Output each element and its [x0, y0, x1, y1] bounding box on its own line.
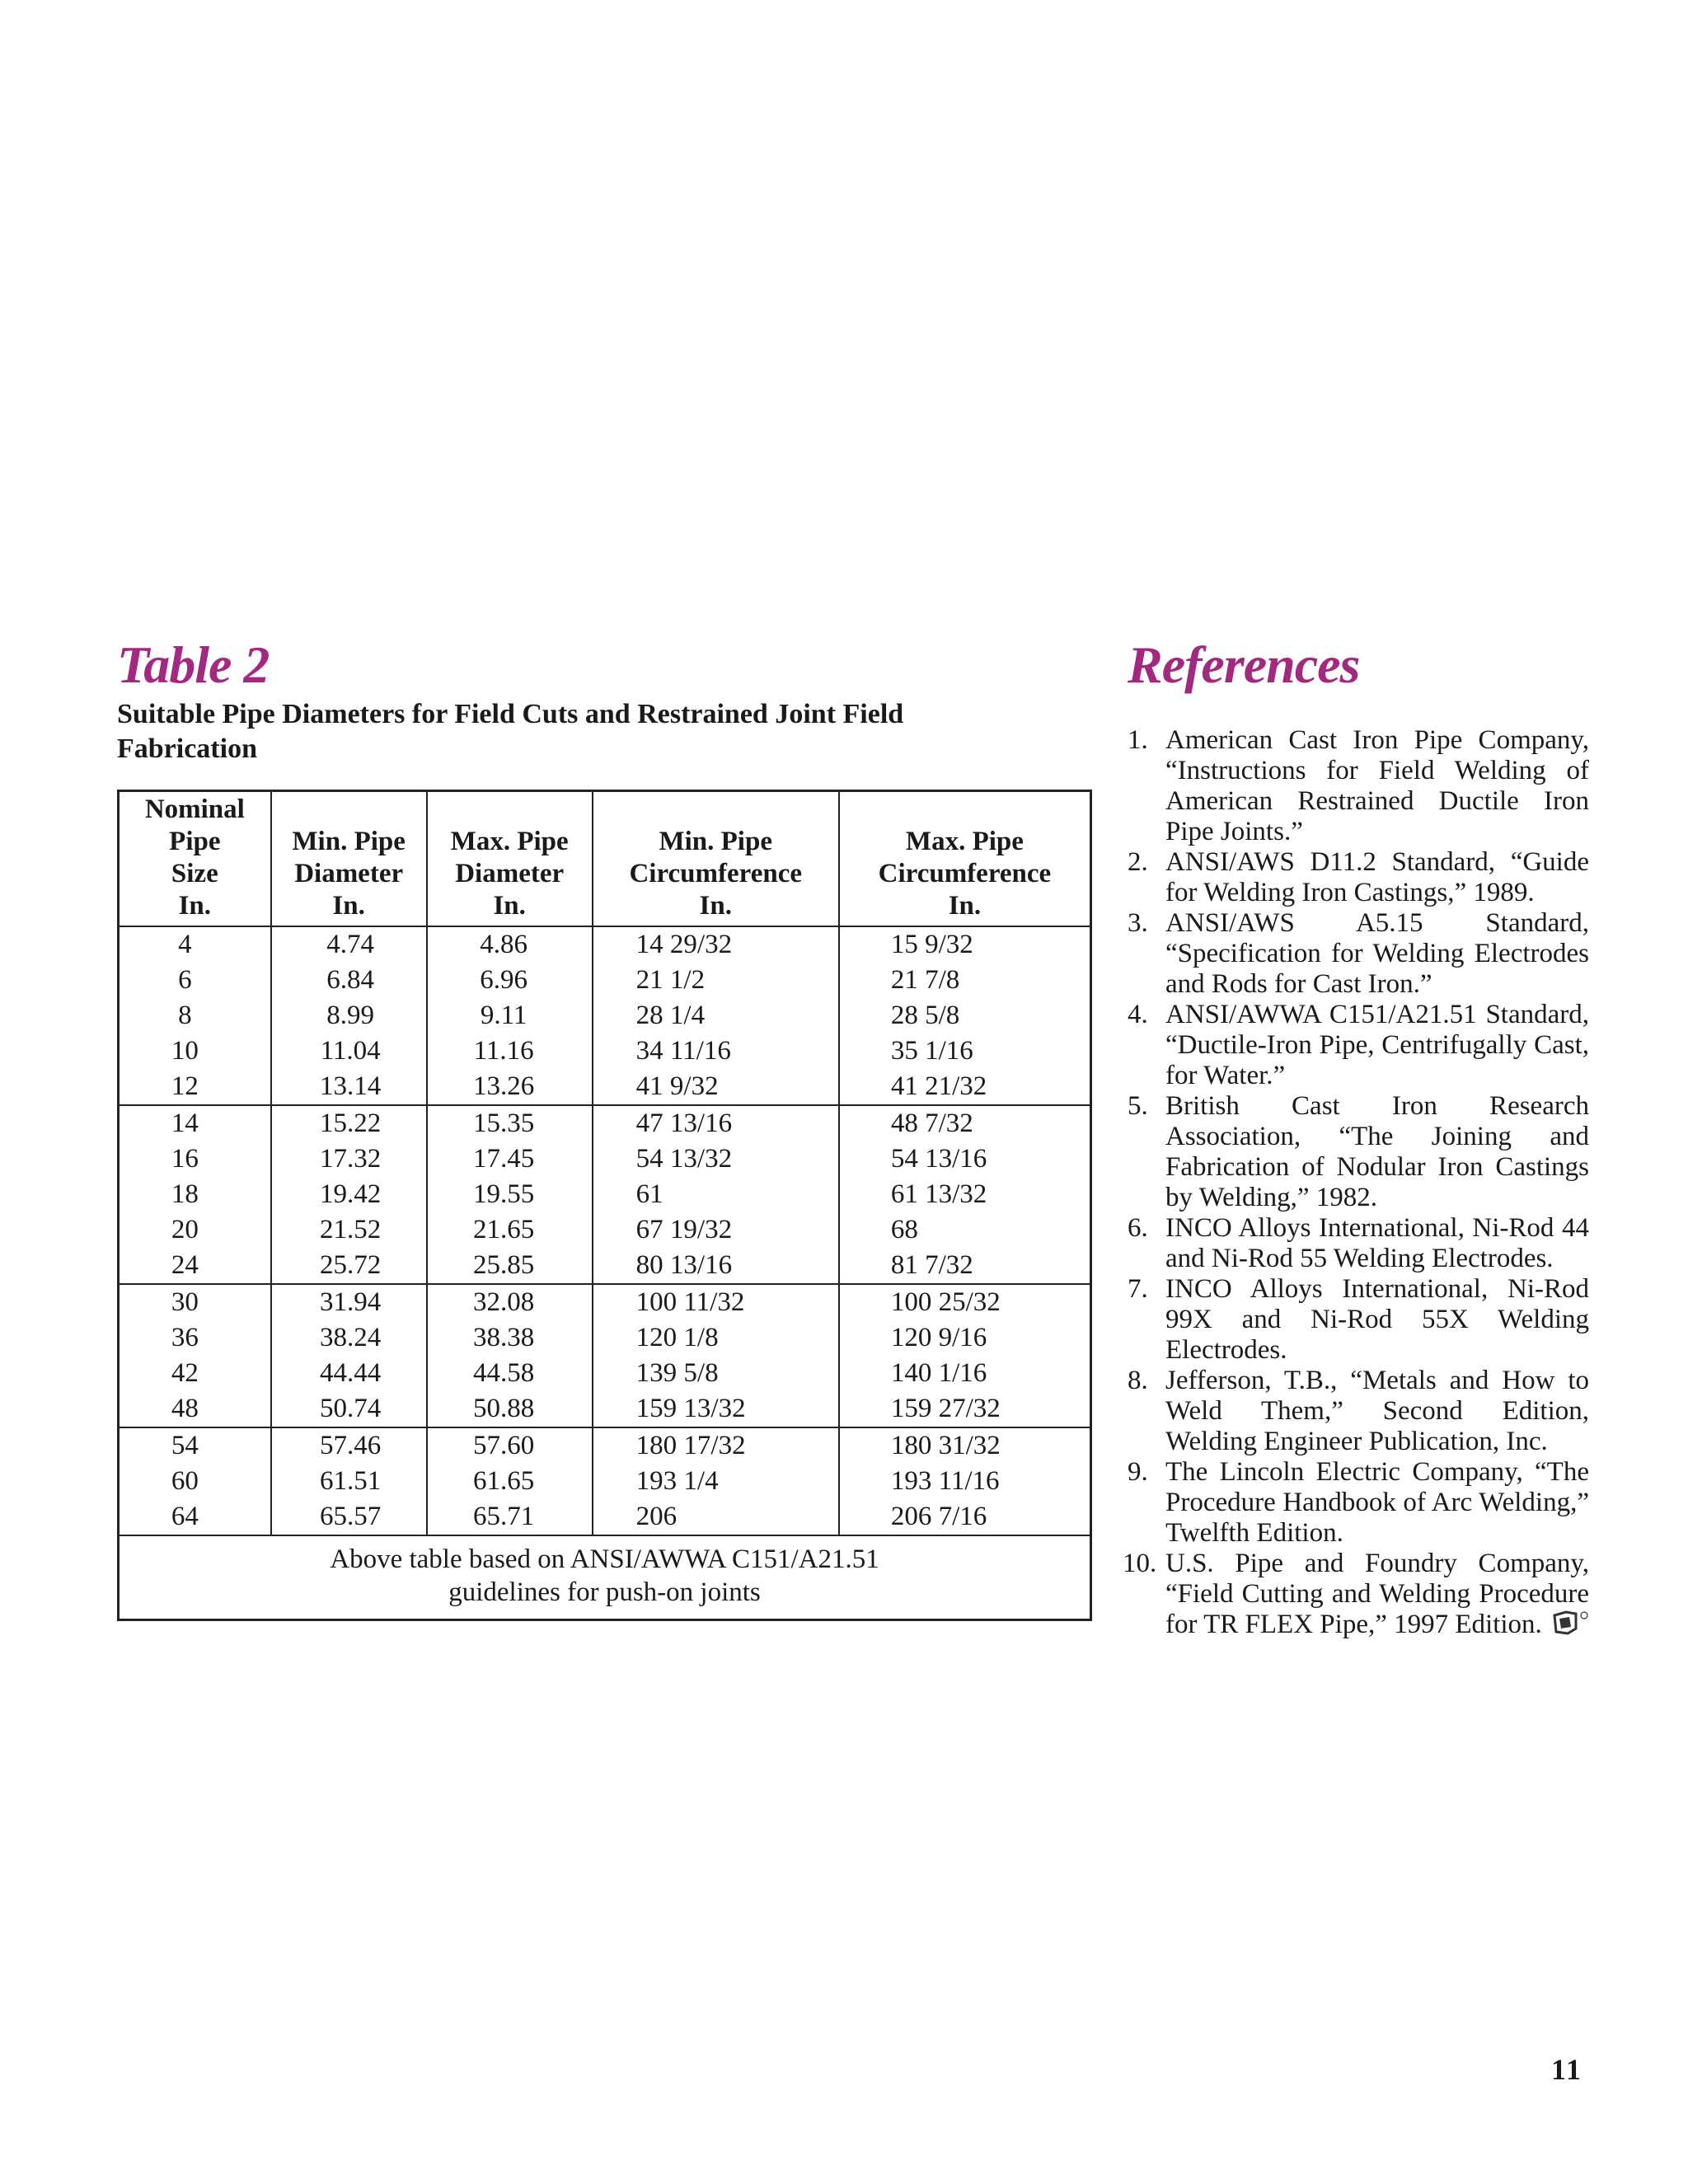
table-note-row: [119, 1535, 1091, 1620]
reference-item: 10. U.S. Pipe and Foundry Company, “Field Cutting and Welding Procedure for TR FLEX Pipe,” 1997 Edition.: [1123, 1549, 1589, 1639]
table-row: 10 11.04 11.16 34 11/16 35 1/16: [119, 1033, 1091, 1069]
references-section: [1123, 635, 1589, 1640]
table-header-row: [119, 791, 1091, 927]
reference-item: 5. British Cast Iron Research Association, “The Joining and Fabrication of Nodular Iron Castings by Welding,” 1982.: [1128, 1091, 1589, 1212]
table-row: 30 31.94 32.08 100 11/32 100 25/32: [119, 1284, 1091, 1320]
table-row: 4 4.74 4.86 14 29/32 15 9/32: [119, 926, 1091, 963]
reference-item: 2. ANSI/AWS D11.2 Standard, “Guide for Welding Iron Castings,” 1989.: [1128, 847, 1589, 907]
table-row: 14 15.22 15.35 47 13/16 48 7/32: [119, 1105, 1091, 1141]
table-row: 12 13.14 13.26 41 9/32 41 21/32: [119, 1069, 1091, 1105]
table-row: 24 25.72 25.85 80 13/16 81 7/32: [119, 1248, 1091, 1284]
header-max-diameter: Max. Pipe Diameter In.: [427, 791, 593, 927]
header-max-circumference: Max. Pipe Circumference In.: [839, 791, 1091, 927]
header-min-diameter: Min. Pipe Diameter In.: [271, 791, 427, 927]
references-title: References: [1128, 635, 1360, 694]
page-number: 11: [1550, 2053, 1582, 2086]
references-list: [1123, 725, 1589, 1640]
table-row: 18 19.42 19.55 61 61 13/32: [119, 1177, 1091, 1212]
reference-item: 9. The Lincoln Electric Company, “The Procedure Handbook of Arc Welding,” Twelfth Edition.: [1128, 1457, 1589, 1548]
reference-item: 6. INCO Alloys International, Ni-Rod 44 and Ni-Rod 55 Welding Electrodes.: [1128, 1213, 1589, 1273]
reference-item: 1. American Cast Iron Pipe Company, “Instructions for Field Welding of American Restrained Ductile Iron Pipe Joints.”: [1128, 725, 1589, 846]
table-row: 6 6.84 6.96 21 1/2 21 7/8: [119, 963, 1091, 998]
table-subtitle: Suitable Pipe Diameters for Field Cuts and Restrained Joint Field Fabrication: [117, 699, 904, 764]
table-note: Above table based on ANSI/AWWA C151/A21.51 guidelines for push-on joints: [119, 1535, 1091, 1620]
pipe-diameter-table: [117, 790, 1092, 1621]
dipra-logo-icon: [1551, 1609, 1589, 1638]
table-row: 16 17.32 17.45 54 13/32 54 13/16: [119, 1141, 1091, 1177]
table-section: [117, 636, 1094, 1621]
table-row: 60 61.51 61.65 193 1/4 193 11/16: [119, 1464, 1091, 1499]
reference-item: 4. ANSI/AWWA C151/A21.51 Standard, “Ductile-Iron Pipe, Centrifugally Cast, for Water.”: [1128, 1000, 1589, 1090]
table-row: 42 44.44 44.58 139 5/8 140 1/16: [119, 1356, 1091, 1391]
table-row: 48 50.74 50.88 159 13/32 159 27/32: [119, 1391, 1091, 1427]
reference-item: 8. Jefferson, T.B., “Metals and How to Weld Them,” Second Edition, Welding Engineer Publication, Inc.: [1128, 1366, 1589, 1456]
table-title: Table 2: [117, 635, 270, 694]
table-row: 54 57.46 57.60 180 17/32 180 31/32: [119, 1427, 1091, 1464]
table-row: 8 8.99 9.11 28 1/4 28 5/8: [119, 998, 1091, 1033]
header-nominal-size: Nominal Pipe Size In.: [119, 791, 271, 927]
table-row: 36 38.24 38.38 120 1/8 120 9/16: [119, 1320, 1091, 1356]
reference-item: 3. ANSI/AWS A5.15 Standard, “Specification for Welding Electrodes and Rods for Cast Iron.”: [1128, 908, 1589, 999]
reference-item: 7. INCO Alloys International, Ni-Rod 99X and Ni-Rod 55X Welding Electrodes.: [1128, 1274, 1589, 1365]
table-row: 64 65.57 65.71 206 206 7/16: [119, 1499, 1091, 1535]
header-min-circumference: Min. Pipe Circumference In.: [593, 791, 839, 927]
table-row: 20 21.52 21.65 67 19/32 68: [119, 1212, 1091, 1248]
